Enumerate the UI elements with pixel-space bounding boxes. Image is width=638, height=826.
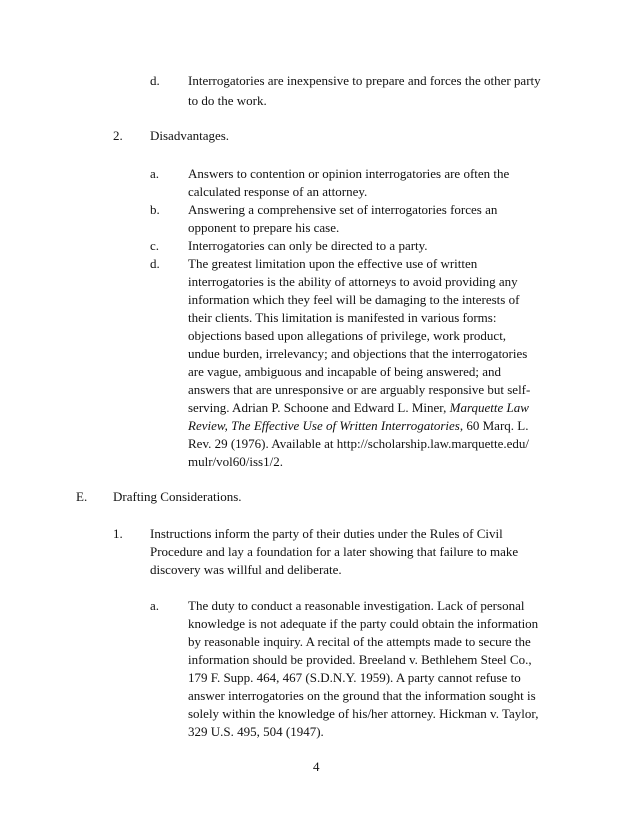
item-text-line: Answers to contention or opinion interrogatories are often the <box>188 166 510 181</box>
item-text-line: answers that are unresponsive or are arguably responsive but self- <box>188 382 531 397</box>
item-text-line: Instructions inform the party of their duties under the Rules of Civil <box>150 526 503 541</box>
item-label: 1. <box>113 526 123 541</box>
item-text-line: undue burden, irrelevancy; and objections that the interrogatories <box>188 346 528 361</box>
item-text-line: calculated response of an attorney. <box>188 184 368 199</box>
item-text-line: solely within the knowledge of his/her attorney. Hickman v. Taylor, <box>188 706 539 721</box>
item-text-line: their clients. This limitation is manifested in various forms: <box>188 310 497 325</box>
citation-title: Review, The Effective Use of Written Interrogatories <box>188 418 460 433</box>
section-number: 2. <box>113 128 123 143</box>
item-text-line: to do the work. <box>188 93 267 108</box>
item-label: a. <box>150 166 160 181</box>
item-text-line: by reasonable inquiry. A recital of the attempts made to secure the <box>188 634 531 649</box>
item-text-line: The greatest limitation upon the effective use of written <box>188 256 478 271</box>
item-text-line: Rev. 29 (1976). Available at http://scholarship.law.marquette.edu/ <box>188 436 530 451</box>
page-number: 4 <box>313 759 320 774</box>
item-text-line: mulr/vol60/iss1/2. <box>188 454 283 469</box>
item-label: b. <box>150 202 160 217</box>
citation-line <box>188 417 528 434</box>
item-text-line: answer interrogatories on the ground that the information sought is <box>188 688 536 703</box>
section-heading: Drafting Considerations. <box>113 489 242 504</box>
citation-line <box>188 399 529 416</box>
item-text-line: Interrogatories can only be directed to a party. <box>188 238 428 253</box>
item-label: c. <box>150 238 160 253</box>
item-text-line: discovery was willful and deliberate. <box>150 562 342 577</box>
item-text-line: interrogatories is the ability of attorneys to avoid providing any <box>188 274 518 289</box>
item-text-line: are vague, ambiguous and incapable of being answered; and <box>188 364 501 379</box>
citation-volume: , 60 Marq. L. <box>459 418 529 433</box>
citation-journal: Marquette Law <box>449 400 529 415</box>
citation-text: serving. Adrian P. Schoone and Edward L. Miner, <box>188 400 450 415</box>
section-letter: E. <box>76 489 88 504</box>
item-text-line: Interrogatories are inexpensive to prepare and forces the other party <box>188 73 541 88</box>
item-text-line: information which they feel will be damaging to the interests of <box>188 292 520 307</box>
item-label: d. <box>150 73 160 88</box>
section-heading: Disadvantages. <box>150 128 230 143</box>
item-text-line: 329 U.S. 495, 504 (1947). <box>188 724 324 739</box>
item-text-line: objections based upon allegations of privilege, work product, <box>188 328 507 343</box>
item-text-line: Answering a comprehensive set of interrogatories forces an <box>188 202 498 217</box>
item-text-line: 179 F. Supp. 464, 467 (S.D.N.Y. 1959). A party cannot refuse to <box>188 670 521 685</box>
item-label: a. <box>150 598 160 613</box>
item-text-line: information should be provided. Breeland v. Bethlehem Steel Co., <box>188 652 532 667</box>
item-text-line: knowledge is not adequate if the party could obtain the information <box>188 616 539 631</box>
item-text-line: The duty to conduct a reasonable investigation. Lack of personal <box>188 598 525 613</box>
item-text-line: Procedure and lay a foundation for a later showing that failure to make <box>150 544 519 559</box>
item-text-line: opponent to prepare his case. <box>188 220 340 235</box>
item-label: d. <box>150 256 160 271</box>
